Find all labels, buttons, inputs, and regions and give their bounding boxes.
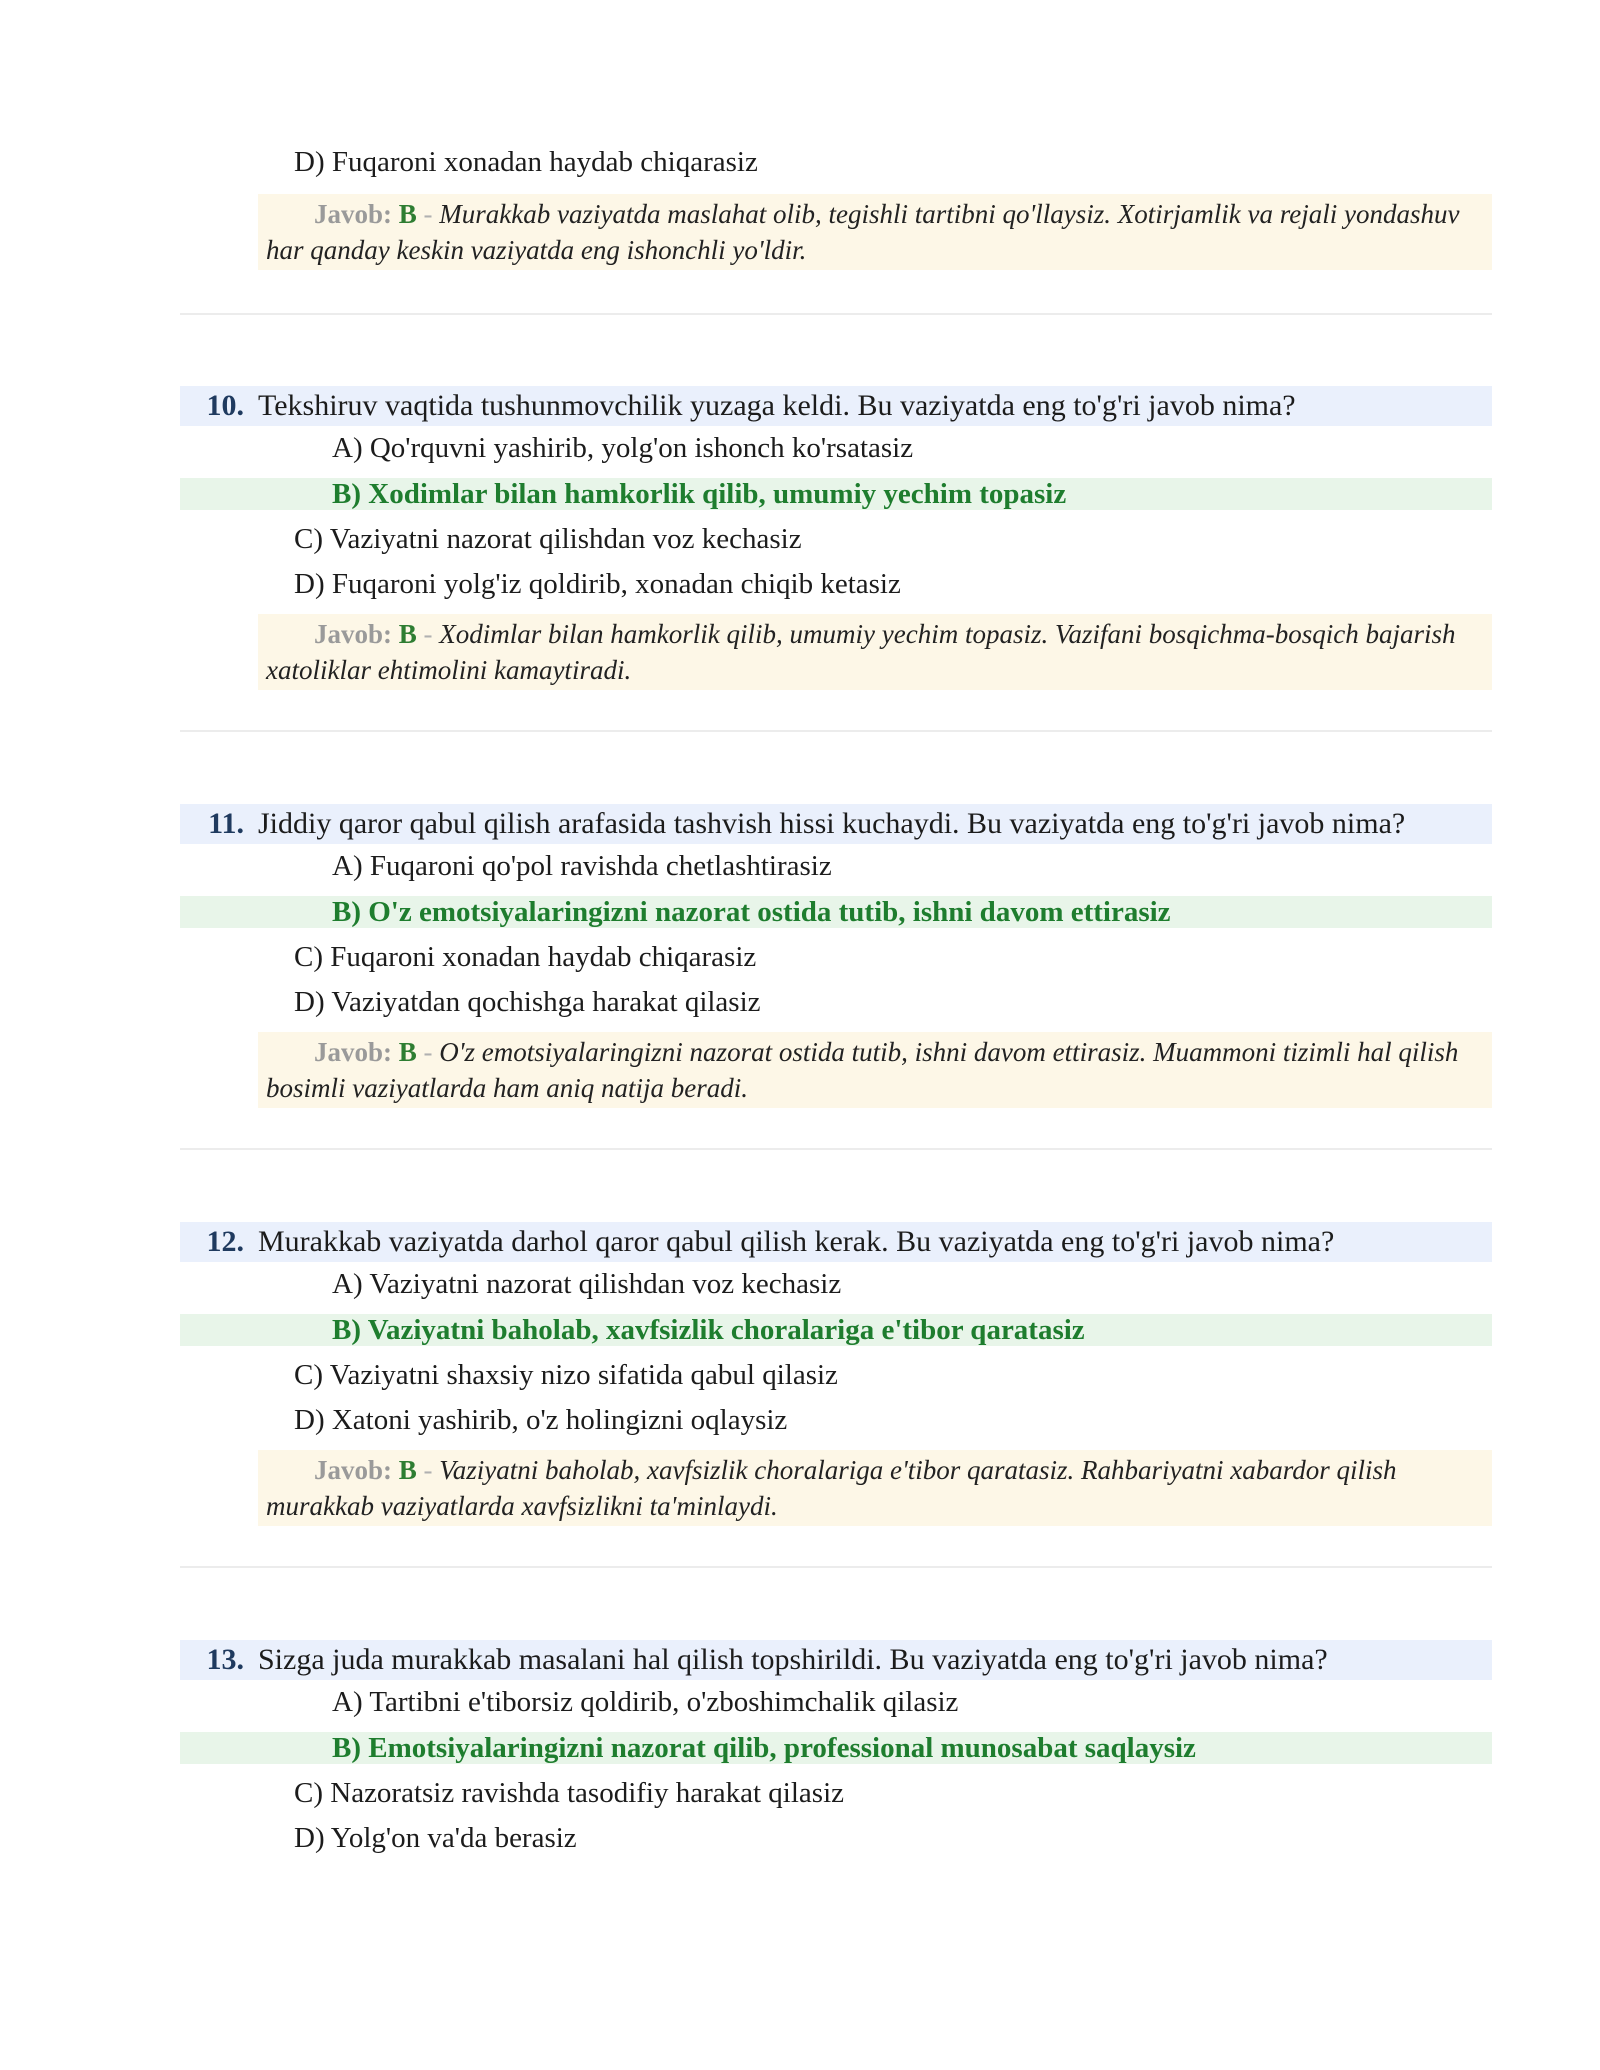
option-d: D) Yolg'on va'da berasiz [294, 1822, 577, 1854]
answer-text: O'z emotsiyalaringizni nazorat ostida tutib, ishni davom ettirasiz. Muammoni tizimli hal qilish bosimli vaziyatlarda ham aniq natija beradi. [266, 1037, 1459, 1103]
question-header [180, 1222, 1492, 1262]
option-d: D) Fuqaroni yolg'iz qoldirib, xonadan chiqib ketasiz [294, 568, 901, 600]
question-10 [180, 386, 1492, 685]
answer-dash: - [423, 199, 433, 229]
question-13 [180, 1640, 1492, 1854]
answer-explanation [258, 1450, 1492, 1526]
question-12 [180, 1222, 1492, 1521]
option-b-correct: B) Emotsiyalaringizni nazorat qilib, professional munosabat saqlaysiz [180, 1732, 1492, 1764]
question-header [180, 386, 1492, 426]
answer-label: Javob: [314, 199, 393, 229]
option-b-correct: B) Vaziyatni baholab, xavfsizlik choralariga e'tibor qaratasiz [180, 1314, 1492, 1346]
option-a: A) Tartibni e'tiborsiz qoldirib, o'zboshimchalik qilasiz [332, 1686, 959, 1718]
option-c: C) Vaziyatni shaxsiy nizo sifatida qabul qilasiz [294, 1359, 838, 1391]
answer-text: Murakkab vaziyatda maslahat olib, tegishli tartibni qo'llaysiz. Xotirjamlik va rejali yondashuv har qanday keskin vaziyatda eng ishonchli yo'ldir. [266, 199, 1460, 265]
question-9-continuation [180, 146, 1492, 178]
divider [180, 1148, 1492, 1150]
question-text: Tekshiruv vaqtida tushunmovchilik yuzaga keldi. Bu vaziyatda eng to'g'ri javob nima? [258, 389, 1296, 422]
answer-letter: B [398, 1455, 417, 1485]
question-header [180, 1640, 1492, 1680]
question-number: 13. [206, 1643, 244, 1676]
option-c: C) Nazoratsiz ravishda tasodifiy harakat qilasiz [294, 1777, 844, 1809]
option-d: D) Fuqaroni xonadan haydab chiqarasiz [294, 146, 758, 178]
option-a: A) Qo'rquvni yashirib, yolg'on ishonch ko'rsatasiz [332, 432, 914, 464]
divider [180, 730, 1492, 732]
question-number: 10. [206, 389, 244, 422]
option-c: C) Fuqaroni xonadan haydab chiqarasiz [294, 941, 757, 973]
answer-text: Xodimlar bilan hamkorlik qilib, umumiy yechim topasiz. Vazifani bosqichma-bosqich bajarish xatoliklar ehtimolini kamaytiradi. [266, 619, 1456, 685]
option-a: A) Vaziyatni nazorat qilishdan voz kechasiz [332, 1268, 842, 1300]
option-c: C) Vaziyatni nazorat qilishdan voz kechasiz [294, 523, 802, 555]
answer-letter: B [398, 619, 417, 649]
answer-dash: - [423, 1455, 433, 1485]
answer-explanation [258, 614, 1492, 690]
question-text: Jiddiy qaror qabul qilish arafasida tashvish hissi kuchaydi. Bu vaziyatda eng to'g'ri javob nima? [258, 807, 1406, 840]
answer-dash: - [423, 619, 433, 649]
divider [180, 1566, 1492, 1568]
option-d: D) Xatoni yashirib, o'z holingizni oqlaysiz [294, 1404, 788, 1436]
answer-letter: B [398, 1037, 417, 1067]
answer-label: Javob: [314, 1455, 393, 1485]
option-b-correct: B) O'z emotsiyalaringizni nazorat ostida tutib, ishni davom ettirasiz [180, 896, 1492, 928]
question-text: Murakkab vaziyatda darhol qaror qabul qilish kerak. Bu vaziyatda eng to'g'ri javob nima? [258, 1225, 1335, 1258]
answer-explanation [258, 194, 1492, 270]
option-a: A) Fuqaroni qo'pol ravishda chetlashtirasiz [332, 850, 832, 882]
question-11 [180, 804, 1492, 1103]
option-b-correct: B) Xodimlar bilan hamkorlik qilib, umumiy yechim topasiz [180, 478, 1492, 510]
answer-explanation [258, 1032, 1492, 1108]
option-d: D) Vaziyatdan qochishga harakat qilasiz [294, 986, 761, 1018]
divider [180, 313, 1492, 315]
answer-label: Javob: [314, 1037, 393, 1067]
question-text: Sizga juda murakkab masalani hal qilish topshirildi. Bu vaziyatda eng to'g'ri javob nima? [258, 1643, 1328, 1676]
question-header [180, 804, 1492, 844]
answer-label: Javob: [314, 619, 393, 649]
question-number: 12. [206, 1225, 244, 1258]
question-number: 11. [208, 807, 244, 840]
answer-dash: - [423, 1037, 433, 1067]
answer-letter: B [398, 199, 417, 229]
answer-text: Vaziyatni baholab, xavfsizlik choralariga e'tibor qaratasiz. Rahbariyatni xabardor qilish murakkab vaziyatlarda xavfsizlikni ta'minlaydi. [266, 1455, 1397, 1521]
